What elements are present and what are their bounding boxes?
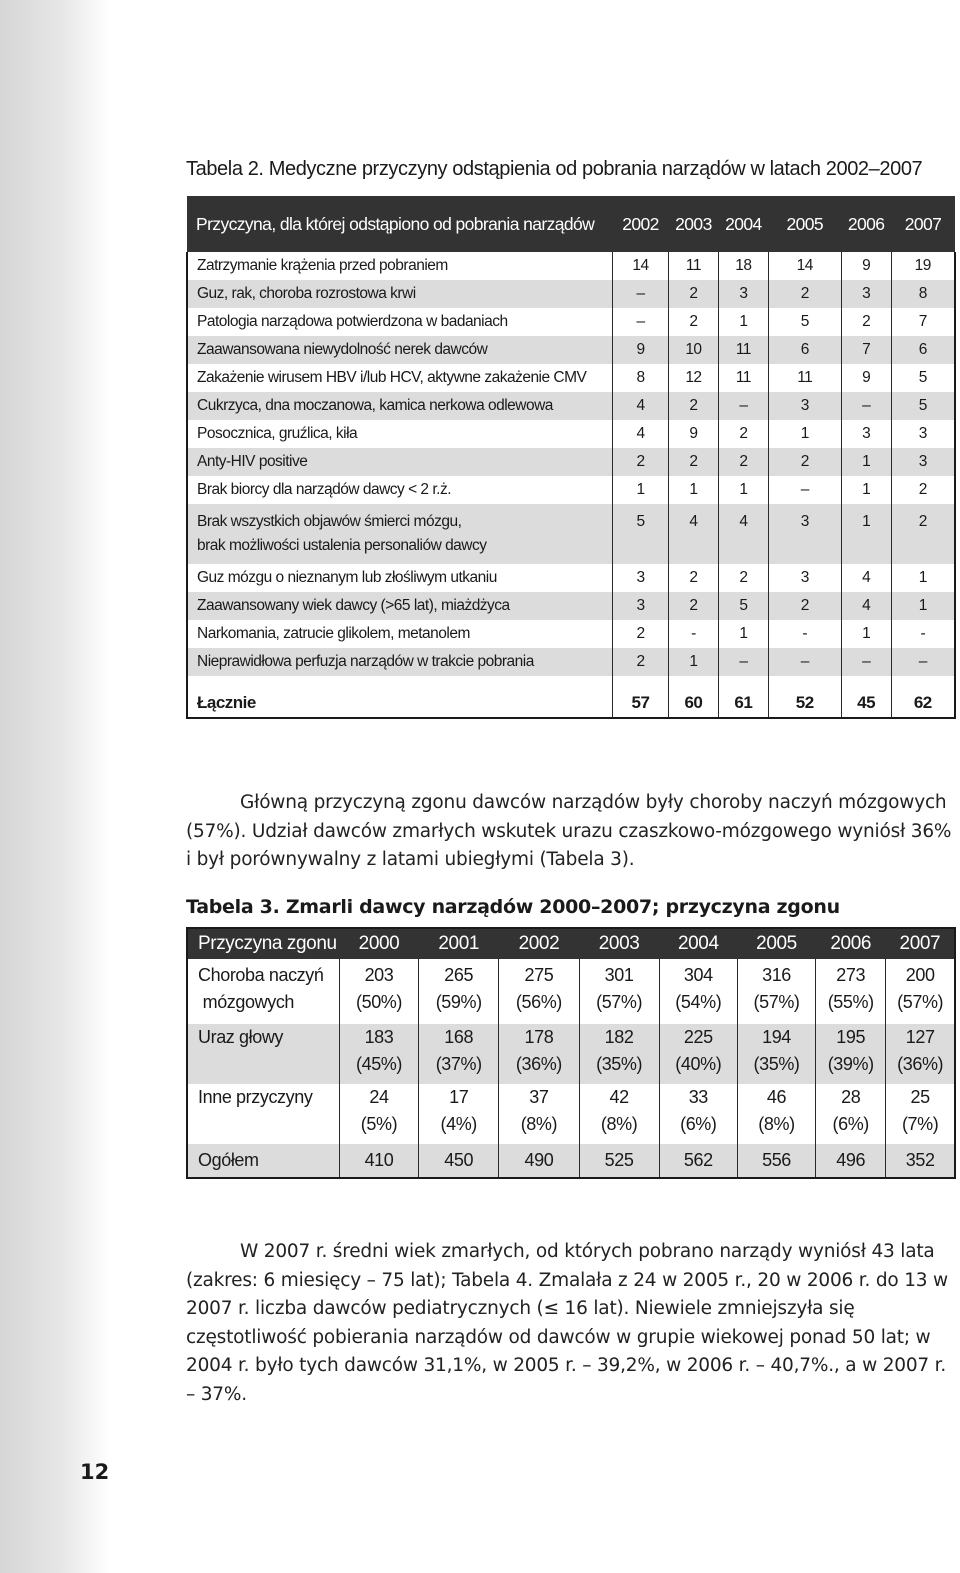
table-row (187, 252, 955, 280)
cell-value: 1 (718, 476, 768, 504)
percent-value: (5%) (360, 1114, 398, 1134)
cell-value: 3 (613, 592, 669, 620)
row-label (187, 648, 613, 676)
cell-value (886, 1084, 955, 1144)
cell-value: 2 (668, 392, 718, 420)
cell-value: 3 (841, 420, 891, 448)
cell-value (419, 959, 499, 1024)
percent-value: (56%) (515, 992, 562, 1012)
row-label-text: Anty-HIV positive (197, 453, 308, 470)
cell-value: 7 (841, 336, 891, 364)
table3-header-cell: 2007 (886, 928, 955, 959)
row-label (187, 504, 613, 564)
table3-header-cell: 2001 (419, 928, 499, 959)
table-row (187, 504, 955, 564)
spacer-cell (668, 676, 718, 688)
count-value: 24 (369, 1087, 389, 1107)
cell-value: 2 (718, 420, 768, 448)
cell-value: 11 (668, 252, 718, 280)
row-label (187, 280, 613, 308)
cell-value (579, 1084, 659, 1144)
percent-value: (6%) (832, 1114, 869, 1134)
total-value: 60 (668, 688, 718, 718)
cell-value: 7 (891, 308, 955, 336)
cell-value: 8 (613, 364, 669, 392)
total-value: 490 (499, 1144, 579, 1178)
count-value: 37 (529, 1087, 549, 1107)
percent-value: (4%) (440, 1114, 477, 1134)
total-label: Łącznie (187, 688, 613, 718)
count-value: 183 (364, 1027, 394, 1047)
table2-header-cell: Przyczyna, dla której odstąpiono od pobrania narządów (187, 196, 613, 252)
row-label-text: Zatrzymanie krążenia przed pobraniem (197, 257, 448, 274)
spacer-row (187, 676, 955, 688)
count-value: 200 (905, 965, 935, 985)
count-value: 178 (524, 1027, 554, 1047)
row-label-text: Brak wszystkich objawów śmierci mózgu, (197, 513, 462, 530)
percent-value: (45%) (355, 1054, 402, 1074)
row-label (187, 252, 613, 280)
table3-header-cell: 2004 (659, 928, 737, 959)
cell-value (816, 1024, 886, 1084)
row-label-text: Choroba naczyń (198, 965, 324, 985)
count-value: 168 (444, 1027, 474, 1047)
cell-value: – (613, 280, 669, 308)
cell-value: 9 (841, 252, 891, 280)
row-label-text: Patologia narządowa potwierdzona w badaniach (197, 313, 508, 330)
total-label: Ogółem (187, 1144, 339, 1178)
cell-value: 3 (891, 448, 955, 476)
cell-value: 1 (891, 564, 955, 592)
cell-value: 1 (841, 620, 891, 648)
count-value: 17 (449, 1087, 469, 1107)
paragraph-2 (186, 1238, 956, 1409)
cell-value: 3 (841, 280, 891, 308)
row-label (187, 620, 613, 648)
table2 (186, 196, 956, 719)
cell-value: 2 (613, 620, 669, 648)
paragraph-1-text: Główną przyczyną zgonu dawców narządów były choroby naczyń mózgowych (57%). Udział dawców zmarłych wskutek urazu czaszkowo-mózgowego wyniósł 36% i był porównywalny z latami ubiegłymi (Tabela 3). (186, 792, 952, 870)
percent-value: (35%) (596, 1054, 643, 1074)
percent-value: (50%) (355, 992, 402, 1012)
percent-value: (55%) (827, 992, 874, 1012)
row-label-text: Zaawansowany wiek dawcy (>65 lat), miażdżyca (197, 597, 510, 614)
row-label-text: Guz mózgu o nieznanym lub złośliwym utkaniu (197, 569, 497, 586)
cell-value: 3 (891, 420, 955, 448)
cell-value: 11 (768, 364, 841, 392)
table3-caption: Tabela 3. Zmarli dawcy narządów 2000–2007; przyczyna zgonu (186, 896, 840, 918)
table-row (187, 1024, 955, 1084)
spacer-cell (718, 676, 768, 688)
cell-value (659, 1084, 737, 1144)
row-label (187, 592, 613, 620)
count-value: 203 (364, 965, 394, 985)
table3-header-cell: 2006 (816, 928, 886, 959)
count-value: 304 (683, 965, 713, 985)
cell-value (816, 1084, 886, 1144)
cell-value: 12 (668, 364, 718, 392)
table2-header-row (187, 196, 955, 252)
cell-value: 3 (768, 564, 841, 592)
table-row (187, 280, 955, 308)
row-label-text: Zakażenie wirusem HBV i/lub HCV, aktywne zakażenie CMV (197, 369, 587, 386)
table-row (187, 336, 955, 364)
count-value: 25 (910, 1087, 930, 1107)
cell-value: 14 (613, 252, 669, 280)
cell-value (499, 1024, 579, 1084)
cell-value: 1 (613, 476, 669, 504)
cell-value: - (668, 620, 718, 648)
cell-value: 4 (613, 392, 669, 420)
row-label (187, 308, 613, 336)
row-label-text: Guz, rak, choroba rozrostowa krwi (197, 285, 416, 302)
total-value: 45 (841, 688, 891, 718)
cell-value: 2 (668, 564, 718, 592)
percent-value: (57%) (596, 992, 643, 1012)
cell-value: 1 (668, 476, 718, 504)
cell-value (737, 1024, 815, 1084)
cell-value (579, 1024, 659, 1084)
cell-value (579, 959, 659, 1024)
cell-value (737, 1084, 815, 1144)
cell-value: 1 (718, 308, 768, 336)
cell-value: 9 (841, 364, 891, 392)
row-label (187, 364, 613, 392)
cell-value: 2 (768, 448, 841, 476)
row-label (187, 1024, 339, 1084)
cell-value: 4 (841, 564, 891, 592)
table-row (187, 392, 955, 420)
count-value: 46 (766, 1087, 787, 1107)
cell-value (886, 959, 955, 1024)
cell-value: – (841, 392, 891, 420)
cell-value: 6 (768, 336, 841, 364)
table3-header-cell: 2005 (737, 928, 815, 959)
total-value: 556 (737, 1144, 815, 1178)
cell-value: 2 (891, 476, 955, 504)
total-value: 496 (816, 1144, 886, 1178)
count-value: 301 (604, 965, 634, 985)
cell-value: 2 (668, 448, 718, 476)
row-label (187, 448, 613, 476)
row-label-text-line2: brak możliwości ustalenia personaliów dawcy (197, 537, 487, 554)
cell-value: 1 (891, 592, 955, 620)
percent-value: (7%) (901, 1114, 939, 1134)
row-label (187, 476, 613, 504)
cell-value: 5 (891, 392, 955, 420)
percent-value: (35%) (753, 1054, 800, 1074)
total-value: 562 (659, 1144, 737, 1178)
cell-value: 6 (891, 336, 955, 364)
table-row (187, 1084, 955, 1144)
cell-value: 5 (613, 504, 669, 564)
table2-caption: Tabela 2. Medyczne przyczyny odstąpienia od pobrania narządów w latach 2002–2007 (186, 158, 923, 180)
cell-value: 2 (891, 504, 955, 564)
count-value: 225 (683, 1027, 713, 1047)
cell-value: 11 (718, 364, 768, 392)
cell-value: - (768, 620, 841, 648)
cell-value: 9 (613, 336, 669, 364)
cell-value: 4 (718, 504, 768, 564)
count-value: 194 (762, 1027, 791, 1047)
table-row (187, 592, 955, 620)
total-value: 57 (613, 688, 669, 718)
cell-value: – (718, 648, 768, 676)
total-value: 61 (718, 688, 768, 718)
row-label (187, 1084, 339, 1144)
spacer-cell (613, 676, 669, 688)
table2-header-cell: 2004 (718, 196, 768, 252)
cell-value: 18 (718, 252, 768, 280)
cell-value: – (768, 476, 841, 504)
cell-value (499, 1084, 579, 1144)
spacer-cell (187, 676, 613, 688)
table3-header-cell: 2002 (499, 928, 579, 959)
cell-value: 1 (841, 448, 891, 476)
row-label-text: Posocznica, gruźlica, kiła (197, 425, 358, 442)
table2-body (187, 252, 955, 718)
table-row (187, 564, 955, 592)
count-value: 42 (609, 1087, 629, 1107)
total-value: 62 (891, 688, 955, 718)
percent-value: (37%) (435, 1054, 482, 1074)
cell-value (816, 959, 886, 1024)
cell-value: – (718, 392, 768, 420)
table3-body (187, 959, 955, 1178)
count-value: 28 (841, 1087, 861, 1107)
count-value: 182 (604, 1027, 634, 1047)
row-label (187, 420, 613, 448)
row-label-text: Nieprawidłowa perfuzja narządów w trakcie pobrania (197, 653, 534, 670)
table-row (187, 620, 955, 648)
row-label (187, 392, 613, 420)
percent-value: (59%) (435, 992, 482, 1012)
cell-value: 2 (668, 308, 718, 336)
cell-value: 2 (768, 280, 841, 308)
cell-value: 5 (891, 364, 955, 392)
cell-value: – (841, 648, 891, 676)
percent-value: (39%) (827, 1054, 874, 1074)
table3 (186, 927, 956, 1179)
spacer-cell (841, 676, 891, 688)
cell-value (659, 1024, 737, 1084)
percent-value: (36%) (897, 1054, 944, 1074)
cell-value: 1 (841, 476, 891, 504)
cell-value (419, 1084, 499, 1144)
percent-value: (8%) (758, 1114, 795, 1134)
total-value: 450 (419, 1144, 499, 1178)
row-label (187, 959, 339, 1024)
spacer-cell (891, 676, 955, 688)
row-label (187, 336, 613, 364)
total-row (187, 1144, 955, 1178)
row-label-text: Brak biorcy dla narządów dawcy < 2 r.ż. (197, 481, 452, 498)
cell-value: 1 (841, 504, 891, 564)
table3-header-cell: 2003 (579, 928, 659, 959)
table2-header-cell: 2003 (668, 196, 718, 252)
cell-value: 4 (613, 420, 669, 448)
cell-value: 10 (668, 336, 718, 364)
cell-value: 4 (841, 592, 891, 620)
cell-value: – (891, 648, 955, 676)
cell-value (659, 959, 737, 1024)
percent-value: (57%) (753, 992, 800, 1012)
table3-header-cell: 2000 (339, 928, 418, 959)
cell-value: 2 (668, 592, 718, 620)
percent-value: (8%) (520, 1114, 558, 1134)
count-value: 33 (688, 1087, 708, 1107)
percent-value: (57%) (897, 992, 944, 1012)
row-label-text: Zaawansowana niewydolność nerek dawców (197, 341, 488, 358)
cell-value: 3 (768, 392, 841, 420)
count-value: 195 (836, 1027, 866, 1047)
table3-header-row (187, 928, 955, 959)
percent-value: (6%) (680, 1114, 717, 1134)
cell-value: 2 (841, 308, 891, 336)
cell-value: 1 (718, 620, 768, 648)
table2-header-cell: 2007 (891, 196, 955, 252)
cell-value: 1 (768, 420, 841, 448)
cell-value: – (613, 308, 669, 336)
table2-header-cell: 2005 (768, 196, 841, 252)
cell-value: 3 (613, 564, 669, 592)
cell-value (886, 1024, 955, 1084)
cell-value: 2 (768, 592, 841, 620)
cell-value: 5 (768, 308, 841, 336)
table-row (187, 959, 955, 1024)
count-value: 127 (905, 1027, 935, 1047)
total-value: 410 (339, 1144, 418, 1178)
row-label-text: Cukrzyca, dna moczanowa, kamica nerkowa odlewowa (197, 397, 553, 414)
table2-header-cell: 2006 (841, 196, 891, 252)
total-value: 52 (768, 688, 841, 718)
percent-value: (54%) (675, 992, 722, 1012)
percent-value: (8%) (600, 1114, 638, 1134)
table-row (187, 648, 955, 676)
cell-value: 4 (668, 504, 718, 564)
cell-value: 2 (718, 448, 768, 476)
row-label-text: Uraz głowy (198, 1027, 284, 1047)
cell-value: 2 (613, 648, 669, 676)
page-number: 12 (80, 1460, 110, 1484)
table-row (187, 476, 955, 504)
table-row (187, 308, 955, 336)
cell-value: 1 (668, 648, 718, 676)
row-label (187, 564, 613, 592)
cell-value (339, 1024, 418, 1084)
row-label-text-line2: mózgowych (198, 992, 295, 1012)
paragraph-2-text: W 2007 r. średni wiek zmarłych, od których pobrano narządy wyniósł 43 lata (zakres: 6 miesięcy – 75 lat); Tabela 4. Zmalała z 24 w 2005 r., 20 w 2006 r. do 13 w 2007 r. liczba dawców pediatrycznych (≤ 16 lat). Niewiele zmniejszyła się częstotliwość pobierania narządów od dawców w grupie wiekowej ponad 50 lat; w 2004 r. było tych dawców 31,1%, w 2005 r. – 39,2%, w 2006 r. – 40,7%., a w 2007 r. – 37%. (186, 1241, 948, 1405)
table3-header-cell: Przyczyna zgonu (187, 928, 339, 959)
cell-value (499, 959, 579, 1024)
cell-value: 11 (718, 336, 768, 364)
cell-value: 19 (891, 252, 955, 280)
page-edge-shadow (0, 0, 110, 1573)
cell-value: - (891, 620, 955, 648)
paragraph-1 (186, 789, 956, 875)
spacer-cell (768, 676, 841, 688)
cell-value: 14 (768, 252, 841, 280)
cell-value: – (768, 648, 841, 676)
row-label-text: Narkomania, zatrucie glikolem, metanolem (197, 625, 470, 642)
cell-value: 8 (891, 280, 955, 308)
cell-value: 2 (613, 448, 669, 476)
percent-value: (40%) (675, 1054, 722, 1074)
total-value: 352 (886, 1144, 955, 1178)
table-row (187, 448, 955, 476)
total-row (187, 688, 955, 718)
cell-value (339, 1084, 418, 1144)
cell-value: 2 (718, 564, 768, 592)
cell-value: 3 (768, 504, 841, 564)
total-value: 525 (579, 1144, 659, 1178)
count-value: 316 (762, 965, 791, 985)
row-label-text: Inne przyczyny (198, 1087, 313, 1107)
cell-value: 5 (718, 592, 768, 620)
count-value: 273 (836, 965, 866, 985)
cell-value: 2 (668, 280, 718, 308)
table2-header-cell: 2002 (613, 196, 669, 252)
count-value: 265 (444, 965, 474, 985)
table-row (187, 420, 955, 448)
cell-value: 9 (668, 420, 718, 448)
cell-value: 3 (718, 280, 768, 308)
cell-value (339, 959, 418, 1024)
count-value: 275 (524, 965, 554, 985)
cell-value (737, 959, 815, 1024)
table-row (187, 364, 955, 392)
percent-value: (36%) (515, 1054, 562, 1074)
cell-value (419, 1024, 499, 1084)
